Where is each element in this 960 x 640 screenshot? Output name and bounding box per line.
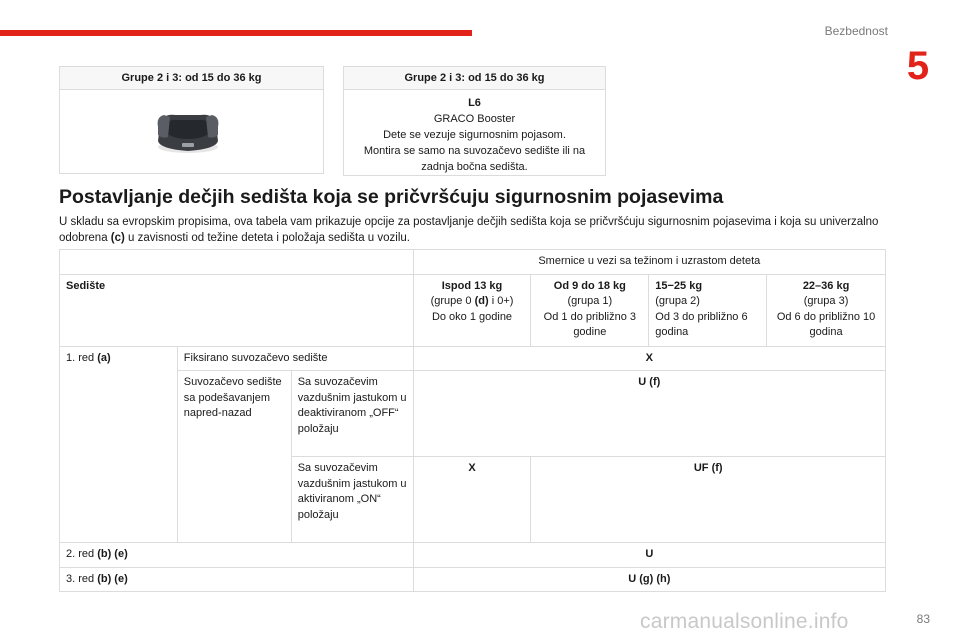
intro-ref: (c) (110, 232, 125, 244)
airbag-off-value: U (f) (413, 371, 885, 457)
row2-value: U (413, 543, 885, 568)
watermark: carmanualsonline.info (640, 610, 849, 633)
header-red-bar (0, 30, 472, 36)
airbag-off-label: Sa suvozačevim vazdušnim jastukom u deaktiviranom „OFF“ položaju (291, 371, 413, 457)
col-group-3: 22–36 kg (grupa 3) Od 6 do približno 10 godina (767, 274, 886, 346)
box-right-title: Grupe 2 i 3: od 15 do 36 kg (344, 67, 605, 90)
booster-info-box (343, 66, 606, 176)
intro-text-1: U skladu sa evropskim propisima, ova tabela vam prikazuje opcije za postavljanje dečjih sedišta koja se pričvršćuju sigurnosnim pojasevima i koja su univerzalno odobrena (59, 216, 879, 244)
airbag-on-value-rest: UF (f) (531, 457, 886, 543)
fixed-seat-value: X (413, 346, 885, 371)
box-left-title: Grupe 2 i 3: od 15 do 36 kg (60, 67, 323, 90)
chapter-number: 5 (906, 44, 930, 88)
seat-code: L6 (468, 97, 481, 109)
col-group-2: 15−25 kg (grupa 2) Od 3 do približno 6 godina (649, 274, 767, 346)
row2-label: 2. red (b) (e) (60, 543, 414, 568)
fixed-seat-label: Fiksirano suvozačevo sedište (177, 346, 413, 371)
seat-line-2: Montira se samo na suvozačevo sedište ili na zadnja bočna sedišta. (363, 145, 586, 173)
airbag-on-value-group0: X (413, 457, 531, 543)
col-group-1: Od 9 do 18 kg (grupa 1) Od 1 do približno 3 godine (531, 274, 649, 346)
child-seat-table (59, 249, 886, 592)
row3-label: 3. red (b) (e) (60, 567, 414, 592)
airbag-on-label: Sa suvozačevim vazdušnim jastukom u aktiviranom „ON“ položaju (291, 457, 413, 543)
row1-label: 1. red (a) (60, 346, 178, 543)
seat-header: Sedište (66, 279, 106, 292)
seat-line-1: Dete se vezuje sigurnosnim pojasom. (383, 129, 566, 141)
col-group-0: Ispod 13 kg (grupe 0 (d) i 0+) Do oko 1 godine (413, 274, 531, 346)
page-number: 83 (916, 612, 930, 626)
booster-image-box (59, 66, 324, 174)
booster-seat-image (152, 103, 224, 157)
adjustable-seat-label: Suvozačevo sedište sa podešavanjem napred-nazad (177, 371, 291, 543)
guidelines-header: Smernice u vezi sa težinom i uzrastom deteta (413, 250, 885, 275)
section-title: Bezbednost (824, 24, 888, 38)
seat-name: GRACO Booster (433, 113, 516, 125)
intro-paragraph (59, 214, 889, 246)
section-heading: Postavljanje dečjih sedišta koja se pričvršćuju sigurnosnim pojasevima (59, 186, 724, 208)
row3-value: U (g) (h) (413, 567, 885, 592)
intro-text-2: u zavisnosti od težine deteta i položaja sedišta u vozilu. (124, 232, 410, 244)
